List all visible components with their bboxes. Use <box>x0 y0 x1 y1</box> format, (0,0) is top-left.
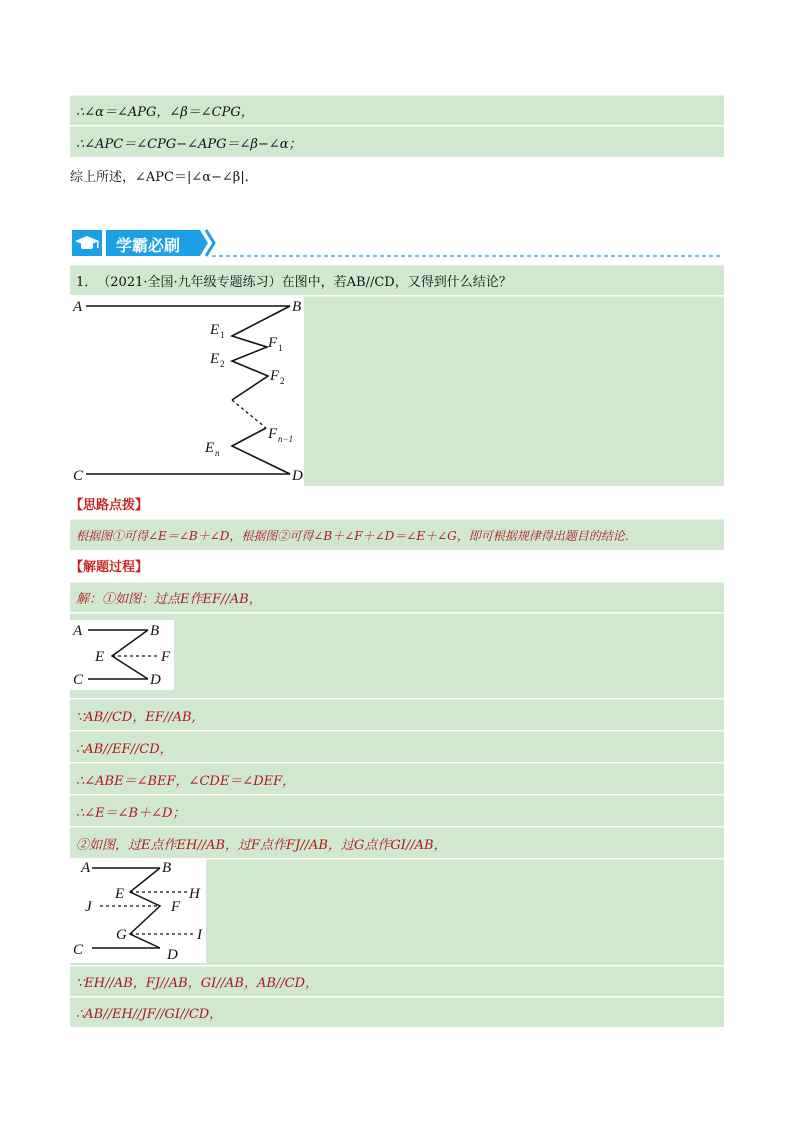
fig2-label-j: J <box>85 899 92 915</box>
figure-1-svg <box>70 620 174 690</box>
proof-line-2 <box>70 126 724 157</box>
step1-line-text: ∵AB//CD，EF//AB, <box>76 709 196 725</box>
label-d: D <box>292 468 303 484</box>
hint-text: 根据图①可得∠E＝∠B＋∠D，根据图②可得∠B＋∠F＋∠D＝∠E＋∠G，即可根据规律得出题目的结论． <box>76 528 637 543</box>
step1-line-2 <box>70 731 724 762</box>
fig2-label-e: E <box>115 886 125 902</box>
hint-row <box>70 519 724 550</box>
step2-intro-text: ②如图，过E点作EH//AB，过F点作FJ//AB，过G点作GI//AB， <box>76 837 447 853</box>
fig1-label-c: C <box>73 672 84 688</box>
step2-line-text: ∵EH//AB，FJ//AB，GI//AB，AB//CD， <box>76 976 319 991</box>
label-en-sub: n <box>215 448 220 458</box>
step1-line-1 <box>70 699 724 730</box>
step2-line-text: ∴AB//EH//JF//GI//CD， <box>76 1007 223 1022</box>
summary-text: 综上所述，∠APC＝|∠α−∠β|． <box>70 169 258 185</box>
fig2-label-g: G <box>116 927 127 943</box>
label-e2-sub: 2 <box>220 359 225 369</box>
label-e2: E <box>210 351 220 367</box>
fig2-label-h: H <box>189 886 200 902</box>
problem-question: 在图中，若AB//CD，又得到什么结论？ <box>281 275 512 290</box>
label-f2-sub: 2 <box>280 376 285 386</box>
label-f2: F <box>270 368 280 384</box>
problem-number: 1． <box>76 275 98 290</box>
label-fn1: F <box>268 426 278 442</box>
proof-line-text: ∴∠α＝∠APG，∠β＝∠CPG， <box>76 105 254 120</box>
label-a: A <box>73 299 83 315</box>
step1-line-text: ∴∠ABE＝∠BEF，∠CDE＝∠DEF， <box>76 773 296 789</box>
section-header <box>72 228 722 258</box>
fig1-label-d: D <box>150 672 161 688</box>
fig2-label-b: B <box>162 860 172 876</box>
fig1-label-a: A <box>73 623 83 639</box>
step2-line-2 <box>70 997 724 1027</box>
step1-line-text: ∴∠E＝∠B＋∠D； <box>76 805 186 821</box>
solution-label: 【解题过程】 <box>70 559 149 575</box>
step2-line-1 <box>70 966 724 996</box>
problem-row <box>70 265 724 295</box>
fig2-label-d: D <box>167 947 178 963</box>
problem-source: （2021·全国·九年级专题练习） <box>97 275 282 290</box>
summary-line <box>70 162 258 188</box>
fig2-label-f: F <box>171 899 181 915</box>
main-figure <box>70 296 304 486</box>
solution-step1-intro <box>70 582 724 612</box>
fig2-label-c: C <box>73 942 84 958</box>
step1-intro-text: 解：①如图：过点E作EF//AB， <box>76 592 262 607</box>
fig1-label-e: E <box>95 649 105 665</box>
hint-label: 【思路点拨】 <box>70 497 149 513</box>
figure-1 <box>70 620 174 690</box>
label-fn1-sub: n−1 <box>278 434 294 444</box>
figure-2-svg <box>70 859 206 963</box>
label-c: C <box>73 468 84 484</box>
step1-line-text: ∴AB//EF//CD， <box>76 741 173 757</box>
hint-label-line <box>70 490 148 516</box>
zigzag-figure <box>70 296 304 486</box>
figure-2 <box>70 859 206 963</box>
label-f1: F <box>268 335 278 351</box>
label-e1: E <box>210 322 220 338</box>
fig2-label-a: A <box>81 860 91 876</box>
proof-line-text: ∴∠APC＝∠CPG−∠APG＝∠β−∠α； <box>76 136 302 152</box>
label-en: E <box>205 440 215 456</box>
section-title: 学霸必刷 <box>116 236 181 255</box>
fig1-label-f: F <box>161 649 171 665</box>
label-e1-sub: 1 <box>220 330 225 340</box>
fig1-label-b: B <box>150 623 160 639</box>
label-f1-sub: 1 <box>278 343 283 353</box>
proof-line-1 <box>70 95 724 125</box>
zigzag-dashed <box>232 400 266 428</box>
solution-step2-intro <box>70 827 724 858</box>
label-b: B <box>292 299 302 315</box>
step1-line-4 <box>70 795 724 826</box>
step1-line-3 <box>70 763 724 794</box>
fig2-label-i: I <box>197 927 202 943</box>
solution-label-line <box>70 552 148 578</box>
